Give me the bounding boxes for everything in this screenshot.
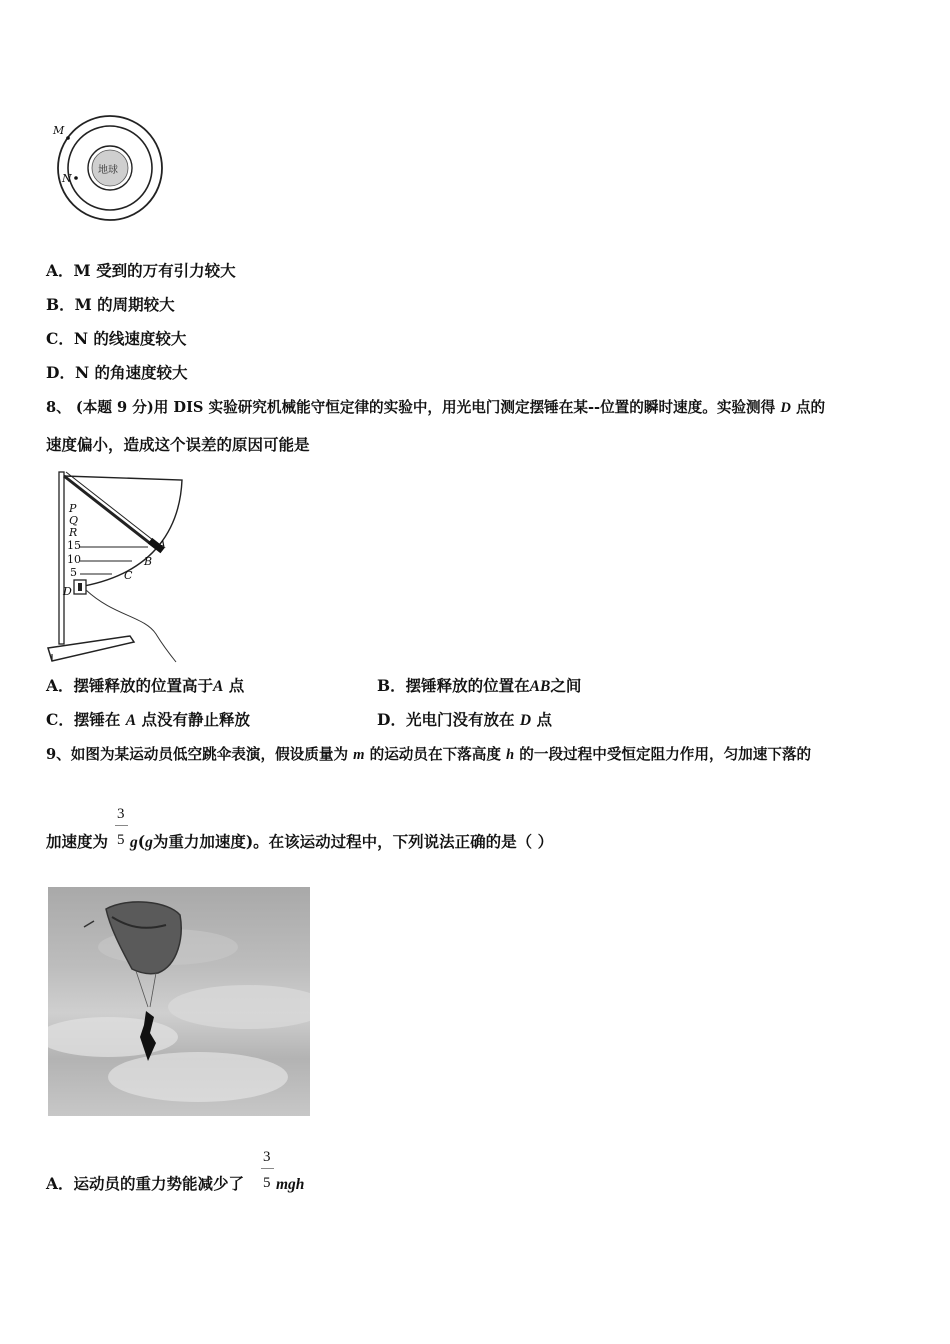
q9-option-a: A．运动员的重力势能减少了 bbox=[46, 1174, 245, 1193]
q7-option-d: D．N 的角速度较大 bbox=[46, 363, 188, 382]
q8-option-a: A．摆锤释放的位置高于A 点 bbox=[46, 676, 245, 695]
q8-option-d: D．光电门没有放在 D 点 bbox=[377, 710, 552, 729]
fig-label-p: P bbox=[69, 502, 77, 515]
earth-label: 地球 bbox=[98, 165, 118, 176]
photogate-cable bbox=[86, 590, 176, 662]
pendulum-arm bbox=[64, 476, 156, 548]
fig-label-10: 10 bbox=[67, 553, 81, 566]
label-m: M bbox=[53, 124, 65, 137]
stand-pole bbox=[59, 472, 64, 644]
fig-label-a: A bbox=[158, 538, 166, 551]
fig-label-5: 5 bbox=[70, 566, 77, 579]
fig-label-r: R bbox=[69, 526, 78, 539]
q7-option-a: A．M 受到的万有引力较大 bbox=[46, 261, 236, 280]
q9a-frac-bar bbox=[261, 1168, 274, 1169]
q7-option-b: B．M 的周期较大 bbox=[46, 295, 175, 314]
q9-frac-denominator: 5 bbox=[117, 832, 125, 848]
q9-option-a-expr: mgh bbox=[276, 1176, 305, 1193]
q9-stem-line2-start: 加速度为 bbox=[46, 832, 109, 851]
q9a-frac-numerator: 3 bbox=[263, 1149, 271, 1165]
fig-label-d: D bbox=[63, 585, 72, 598]
satellite-n bbox=[74, 176, 78, 180]
q8-option-c: C．摆锤在 A 点没有静止释放 bbox=[46, 710, 251, 729]
fig-label-b: B bbox=[144, 555, 153, 568]
q9-frac-numerator: 3 bbox=[117, 806, 125, 822]
q8-stem-line2: 速度偏小，造成这个误差的原因可能是 bbox=[46, 435, 310, 454]
fig-label-c: C bbox=[124, 569, 133, 582]
satellite-m bbox=[66, 136, 70, 140]
q9-frac-bar bbox=[115, 825, 128, 826]
q7-option-c: C．N 的线速度较大 bbox=[46, 329, 187, 348]
q9-stem-line1: 9、如图为某运动员低空跳伞表演，假设质量为 m 的运动员在下落高度 h 的一段过程中受恒定阻力作用，匀加速下落的 bbox=[46, 746, 812, 763]
parachute-canopy bbox=[106, 902, 181, 974]
label-n: N bbox=[62, 172, 72, 185]
q8-stem-line1: 8、 (本题 9 分)用 DIS 实验研究机械能守恒定律的实验中，用光电门测定摆锤在某--位置的瞬时速度。实验测得 D 点的 bbox=[46, 399, 826, 416]
q9a-frac-denominator: 5 bbox=[263, 1175, 271, 1191]
pendulum-apparatus-diagram bbox=[44, 466, 194, 666]
fig-label-15: 15 bbox=[67, 539, 81, 552]
q8-option-b: B．摆锤释放的位置在AB之间 bbox=[377, 676, 582, 695]
fig-label-q: Q bbox=[69, 514, 79, 527]
scale-board bbox=[64, 476, 182, 586]
skydiver-photo bbox=[48, 887, 310, 1116]
q9-stem-line2: g(g为重力加速度)。在该运动过程中，下列说法正确的是（ ） bbox=[130, 832, 554, 851]
